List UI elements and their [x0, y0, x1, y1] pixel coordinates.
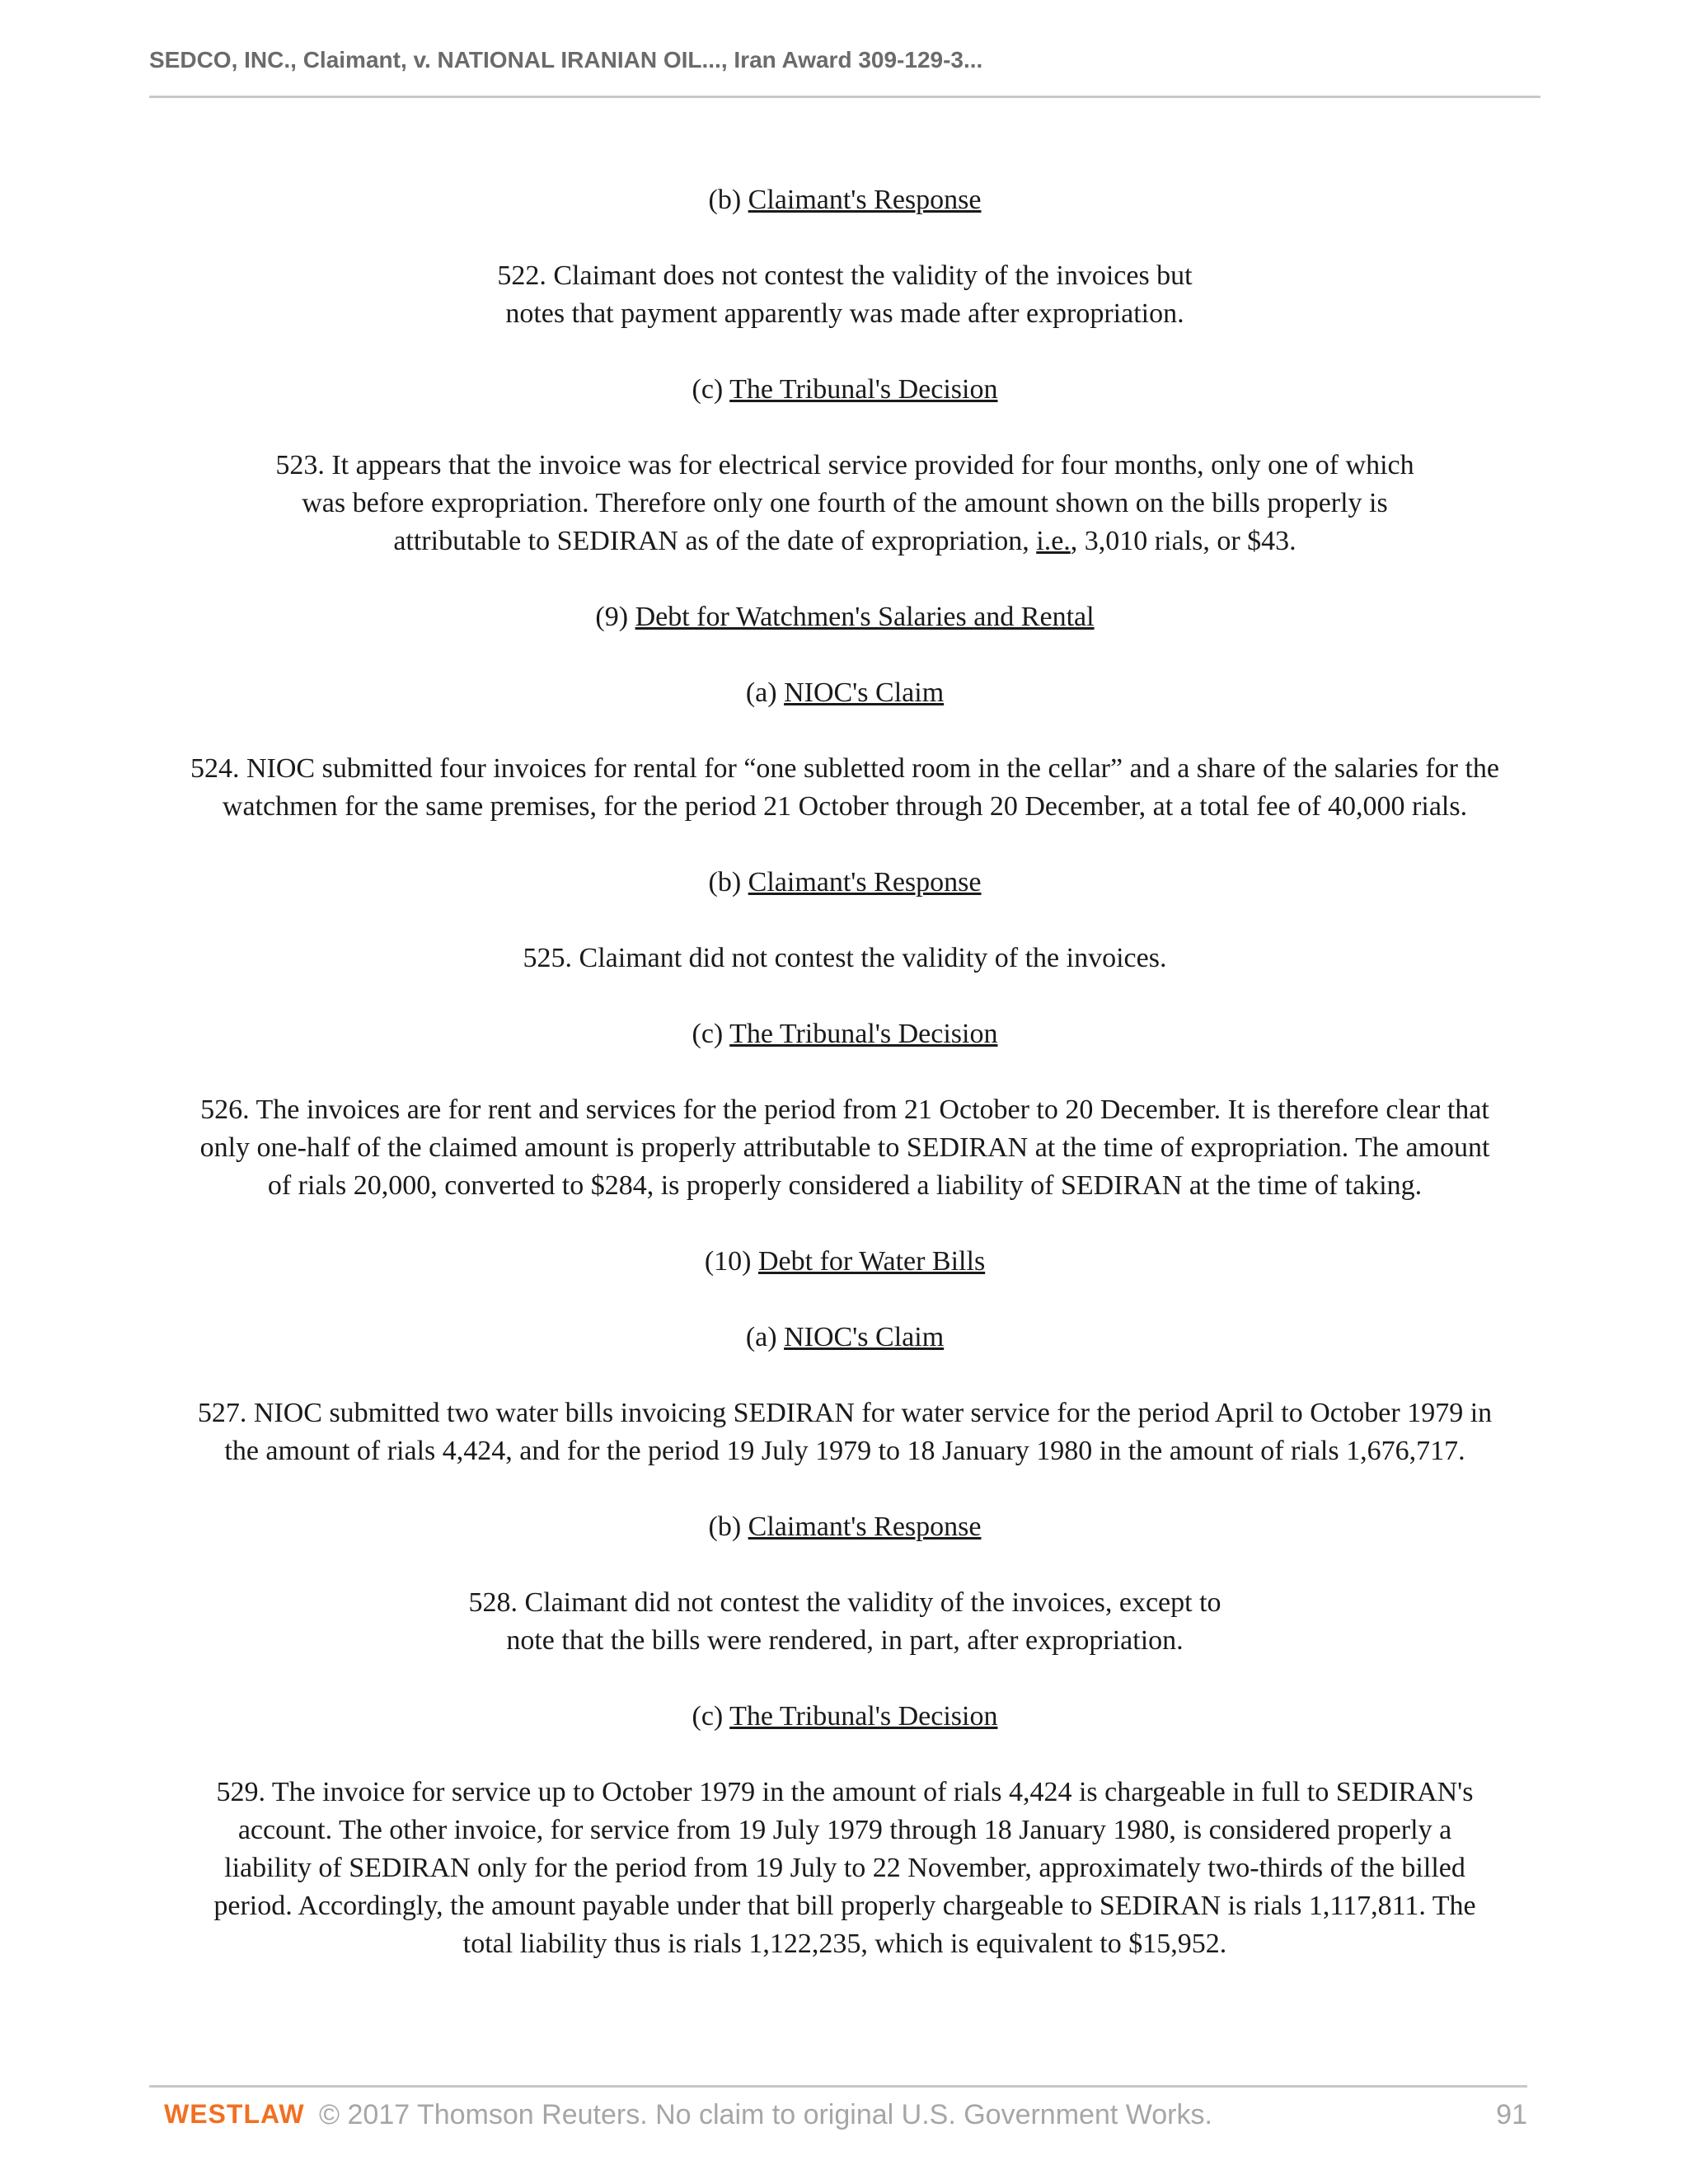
section-heading: [165, 1508, 1525, 1546]
section-heading: [165, 1698, 1525, 1736]
heading-text: NIOC's Claim: [784, 1322, 945, 1352]
heading-text: Debt for Water Bills: [757, 1246, 986, 1277]
page-footer: [149, 2085, 1527, 2137]
section-heading: [165, 181, 1525, 219]
heading-prefix: (c): [692, 1019, 730, 1049]
section-heading: [165, 864, 1525, 902]
heading-prefix: (b): [708, 185, 748, 215]
heading-text: NIOC's Claim: [784, 677, 945, 708]
document-title: SEDCO, INC., Claimant, v. NATIONAL IRANIAN OIL..., Iran Award 309-129-3...: [149, 47, 983, 73]
heading-prefix: (c): [692, 374, 730, 405]
paragraph-527: 527. NIOC submitted two water bills invoicing SEDIRAN for water service for the period April to October 1979 in the amount of rials 4,424, and for the period 19 July 1979 to 18 January 1980 in the amount of rials 1,676,717.: [197, 1398, 1493, 1466]
section-heading: [165, 1319, 1525, 1357]
heading-text: Claimant's Response: [748, 185, 982, 215]
section-heading: [165, 1015, 1525, 1053]
heading-text: Claimant's Response: [748, 1511, 982, 1542]
heading-prefix: (c): [692, 1701, 730, 1732]
heading-text: The Tribunal's Decision: [729, 374, 998, 405]
page-number: 91: [1496, 2099, 1527, 2130]
paragraph-526: 526. The invoices are for rent and services for the period from 21 October to 20 December. It is therefore clear that only one-half of the claimed amount is properly attributable to SEDIRAN at the time of expropriation. The amount of rials 20,000, converted to $284, is properly considered a liability of SEDIRAN at the time of taking.: [199, 1094, 1490, 1201]
section-heading: [165, 674, 1525, 712]
section-heading: [165, 598, 1525, 636]
copyright-notice: © 2017 Thomson Reuters. No claim to original U.S. Government Works.: [319, 2099, 1212, 2130]
heading-prefix: (9): [595, 602, 635, 632]
paragraph-522: 522. Claimant does not contest the validity of the invoices but notes that payment apparently was made after expropriation.: [497, 260, 1193, 329]
paragraph-523: [272, 447, 1418, 560]
paragraph-525: 525. Claimant did not contest the validity of the invoices.: [523, 943, 1167, 973]
paragraph-523-text: 523. It appears that the invoice was for electrical service provided for four months, only one of which was before expropriation. Therefore only one fourth of the amount shown on the bills properly is attributable to SEDIRAN as of the date of expropriation,: [275, 450, 1414, 556]
paragraph-524: 524. NIOC submitted four invoices for rental for “one subletted room in the cellar” and a share of the salaries for the watchmen for the same premises, for the period 21 October through 20 December, at a total fee of 40,000 rials.: [190, 753, 1500, 822]
heading-prefix: (a): [745, 677, 785, 708]
heading-text: Claimant's Response: [748, 867, 982, 898]
section-heading: [165, 1243, 1525, 1281]
section-heading: [165, 371, 1525, 409]
paragraph-528: 528. Claimant did not contest the validity of the invoices, except to note that the bills were rendered, in part, after expropriation.: [468, 1587, 1221, 1656]
heading-prefix: (b): [708, 867, 748, 898]
heading-text: The Tribunal's Decision: [729, 1701, 998, 1732]
paragraph-529: 529. The invoice for service up to October 1979 in the amount of rials 4,424 is chargeable in full to SEDIRAN's account. The other invoice, for service from 19 July 1979 through 18 January 1980, is considered properly a liability of SEDIRAN only for the period from 19 July to 22 November, approximately two-thirds of the billed period. Accordingly, the amount payable under that bill properly chargeable to SEDIRAN is rials 1,117,811. The total liability thus is rials 1,122,235, which is equivalent to $15,952.: [213, 1777, 1476, 1959]
paragraph-523-end: , 3,010 rials, or $43.: [1070, 526, 1296, 556]
heading-text: Debt for Watchmen's Salaries and Rental: [635, 602, 1095, 632]
heading-prefix: (10): [704, 1246, 758, 1277]
heading-text: The Tribunal's Decision: [729, 1019, 998, 1049]
westlaw-logo: WESTLAW: [164, 2099, 305, 2129]
heading-prefix: (b): [708, 1511, 748, 1542]
document-body: [165, 181, 1525, 2001]
page-header: [149, 46, 1540, 98]
ie-abbreviation: i.e.: [1036, 526, 1071, 556]
heading-prefix: (a): [745, 1322, 785, 1352]
